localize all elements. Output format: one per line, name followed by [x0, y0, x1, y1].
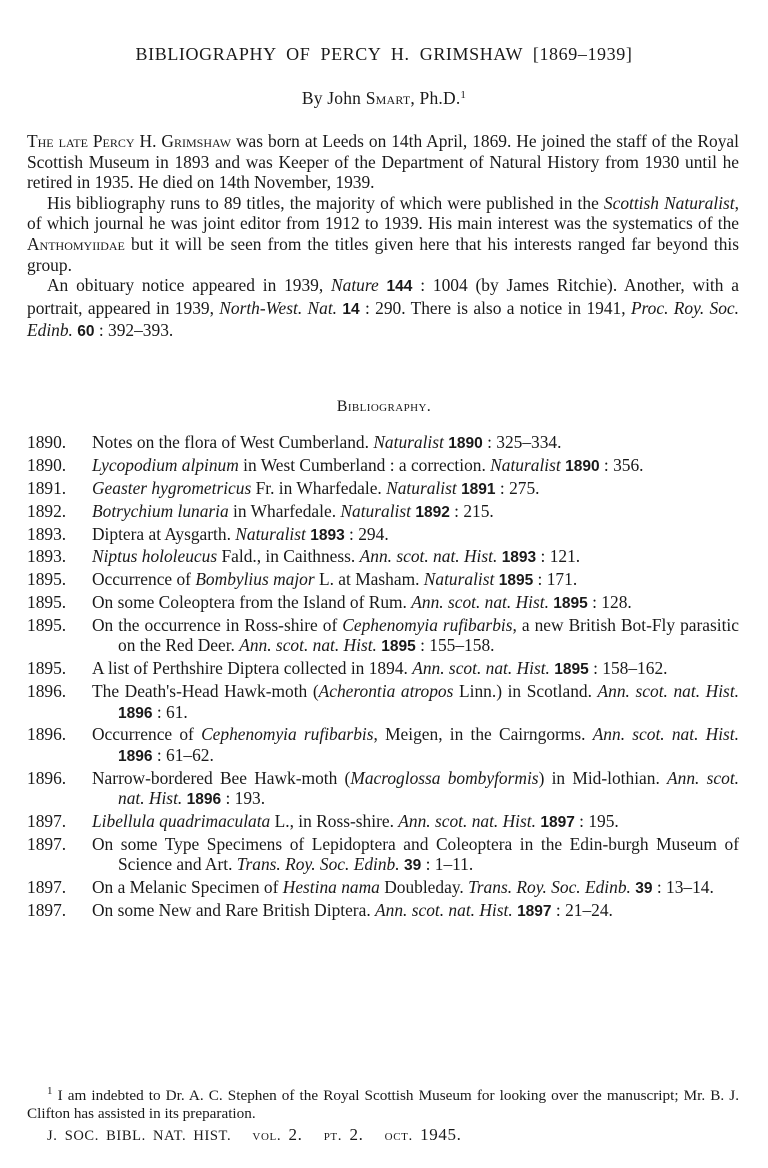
intro-p3-text-d: : 392–393. — [94, 320, 174, 341]
entry-year: 1897. — [27, 876, 67, 897]
entry-citation — [92, 768, 739, 811]
entry-citation — [92, 681, 739, 724]
entry-year: 1897. — [27, 810, 67, 831]
entry-volume: 39 — [635, 879, 653, 897]
intro-paragraph-1 — [27, 131, 739, 193]
entry-citation — [92, 592, 739, 614]
intro-p3-text-c: : 290. There is also a notice in 1941, — [359, 297, 631, 318]
footnote — [27, 1083, 739, 1122]
bibliography-entry — [27, 592, 739, 614]
entry-pages: : 155–158. — [415, 635, 495, 656]
footnote-reference[interactable]: 1 — [460, 89, 467, 101]
article-title: BIBLIOGRAPHY OF PERCY H. GRIMSHAW [1869–1939] — [135, 44, 633, 64]
author-byline — [0, 88, 768, 109]
bibliography-entry — [27, 724, 739, 767]
entry-citation — [92, 615, 739, 658]
entry-year: 1895. — [27, 615, 67, 636]
taxon-family: Anthomyiidae — [27, 233, 125, 254]
entry-pages: : 121. — [536, 546, 581, 567]
entry-title-text: , Meigen, in the Cairngorms. — [373, 724, 593, 745]
entry-journal: Trans. Roy. Soc. Edinb. — [468, 876, 631, 897]
entry-taxon-name: Geaster hygrometricus — [92, 477, 252, 498]
entry-title-text: On some Coleoptera from the Island of Rum. — [92, 592, 412, 613]
entry-volume: 1895 — [554, 661, 589, 679]
entry-year: 1892. — [27, 500, 67, 521]
entry-year: 1891. — [27, 477, 67, 498]
bibliography-entry — [27, 524, 739, 546]
entry-volume: 1890 — [565, 457, 600, 475]
bibliography-entry — [27, 546, 739, 568]
entry-journal: Ann. scot. nat. Hist. — [412, 658, 550, 679]
entry-volume: 1893 — [310, 526, 345, 544]
entry-taxon-name: Hestina nama — [282, 876, 380, 897]
entry-year: 1895. — [27, 592, 67, 613]
entry-pages: : 356. — [599, 454, 644, 475]
entry-taxon-name: Cephenomyia rufibarbis — [342, 615, 513, 636]
entry-citation — [92, 900, 739, 922]
volume-number: 60 — [77, 323, 95, 341]
entry-volume: 1890 — [448, 435, 483, 452]
footer-part-number: 2. — [349, 1125, 364, 1144]
entry-pages: : 275. — [495, 477, 540, 498]
entry-title-text: Occurrence of — [92, 724, 202, 745]
footnote-mark: 1 — [47, 1085, 53, 1097]
footer-month: oct. — [384, 1128, 413, 1144]
entry-volume: 1896 — [186, 790, 222, 808]
entry-journal: Naturalist — [235, 523, 306, 544]
entry-pages: : 128. — [587, 592, 632, 613]
entry-title-text: in Wharfedale. — [228, 500, 341, 521]
entry-journal: Ann. scot. nat. Hist. — [118, 767, 739, 808]
entry-journal: Ann. scot. nat. Hist. — [375, 899, 513, 920]
entry-title-text: On the occurrence in Ross-shire of — [92, 615, 343, 636]
entry-volume: 39 — [403, 856, 422, 874]
entry-title-text: L. at Masham. — [314, 569, 424, 590]
author-surname: Smart — [365, 88, 411, 108]
journal-name: Scottish Naturalist — [603, 192, 735, 213]
entry-journal: Naturalist — [386, 477, 457, 498]
footnote-text — [27, 1083, 739, 1122]
entry-journal: Trans. Roy. Soc. Edinb. — [236, 853, 400, 874]
intro-p2-text-b: , of which journal he was joint editor from 1912 to 1939. His main interest was the systematics of the — [27, 192, 739, 234]
entry-year: 1890. — [27, 432, 67, 452]
entry-volume: 1896 — [118, 704, 153, 722]
entry-volume: 1896 — [118, 747, 153, 765]
footer-volume-number: 2. — [288, 1125, 303, 1144]
entry-year: 1896. — [27, 681, 67, 702]
entry-pages: : 294. — [344, 523, 389, 544]
entry-year: 1895. — [27, 569, 67, 590]
entry-pages: : 61–62. — [152, 744, 214, 765]
journal-name: North-West. Nat. — [219, 297, 338, 318]
entry-journal: Ann. scot. nat. Hist. — [398, 810, 536, 831]
entry-title-text: Narrow-bordered Bee Hawk-moth ( — [92, 767, 351, 788]
running-footer — [47, 1125, 461, 1145]
entry-taxon-name: Niptus hololeucus — [92, 546, 218, 567]
footer-volume-label: vol. — [252, 1128, 282, 1144]
bibliography-entry — [27, 877, 739, 899]
bibliography-entry — [27, 569, 739, 591]
entry-citation — [92, 501, 739, 523]
entry-citation — [92, 524, 739, 546]
entry-taxon-name: Botrychium lunaria — [92, 500, 229, 521]
entry-pages: : 325–334. — [482, 432, 562, 452]
entry-year: 1895. — [27, 658, 67, 679]
entry-title-text: Doubleday. — [379, 876, 469, 897]
bibliography-entry — [27, 432, 739, 454]
bibliography-entry — [27, 900, 739, 922]
footer-part-label: pt. — [323, 1128, 343, 1144]
intro-p2-text-c: but it will be seen from the titles given here that his interests ranged far beyond this group. — [27, 233, 739, 275]
intro-paragraph-3 — [27, 275, 739, 343]
entry-journal: Ann. scot. nat. Hist. — [592, 724, 739, 745]
entry-title-text: Diptera at Aysgarth. — [92, 523, 236, 544]
entry-volume: 1897 — [540, 813, 575, 831]
intro-p3-text-b: : 1004 (by James Ritchie). Another, with a portrait, appeared in 1939, — [27, 275, 739, 318]
entry-title-text: Linn.) in Scotland. — [453, 681, 598, 702]
entry-taxon-name: Bombylius major — [195, 569, 315, 590]
bibliography-entry — [27, 658, 739, 680]
intro-p1-text: was born at Leeds on 14th April, 1869. He joined the staff of the Royal Scottish Museum in 1893 and was Keeper of the Department of Natural History from 1930 until he retired in 1935. He died on 14th November, 1939. — [27, 131, 739, 193]
entry-volume: 1893 — [501, 549, 537, 567]
entry-title-text: On a Melanic Specimen of — [92, 876, 283, 897]
entry-volume: 1897 — [517, 902, 552, 920]
footnote-body: I am indebted to Dr. A. C. Stephen of the Royal Scottish Museum for looking over the manuscript; Mr. B. J. Clifton has assisted in its preparation. — [27, 1087, 739, 1122]
intro-p3-text-a: An obituary notice appeared in 1939, — [47, 275, 332, 296]
footer-year: 1945. — [420, 1125, 462, 1144]
entry-journal: Naturalist — [340, 500, 411, 521]
entry-journal: Ann. scot. nat. Hist. — [359, 546, 498, 567]
entry-pages: : 171. — [533, 569, 578, 590]
intro-p2-text-a: His bibliography runs to 89 titles, the majority of which were published in the — [47, 192, 604, 213]
entry-title-text: Occurrence of — [92, 569, 196, 590]
bibliography-entry — [27, 811, 739, 833]
entry-title-text: L., in Ross-shire. — [270, 810, 399, 831]
entry-pages: : 1–11. — [421, 853, 474, 874]
intro-paragraph-2 — [27, 193, 739, 275]
entry-pages: : 158–162. — [588, 658, 668, 679]
entry-journal: Naturalist — [490, 454, 561, 475]
entry-volume: 1895 — [498, 572, 534, 590]
entry-journal: Ann. scot. nat. Hist. — [411, 592, 549, 613]
entry-taxon-name: Macroglossa bombyformis — [350, 767, 539, 788]
bibliography-entry — [27, 615, 739, 658]
entry-journal: Ann. scot. nat. Hist. — [239, 635, 377, 656]
journal-name: Nature — [331, 275, 379, 296]
entry-citation — [92, 478, 739, 500]
entry-citation — [92, 877, 739, 899]
entry-pages: : 195. — [574, 810, 619, 831]
entry-year: 1897. — [27, 899, 67, 920]
entry-year: 1890. — [27, 454, 67, 475]
entry-citation — [92, 432, 739, 454]
bibliography-entry — [27, 455, 739, 477]
entry-title-text: Fr. in Wharfedale. — [251, 477, 387, 498]
entry-citation — [92, 834, 739, 877]
entry-pages: : 193. — [221, 787, 266, 808]
entry-citation — [92, 455, 739, 477]
entry-title-text: The Death's-Head Hawk-moth ( — [92, 681, 319, 702]
entry-title-text: A list of Perthshire Diptera collected in 1894. — [92, 658, 413, 679]
volume-number: 14 — [342, 300, 360, 318]
entry-year: 1896. — [27, 724, 67, 745]
entry-journal: Naturalist — [373, 432, 444, 452]
entry-citation — [92, 546, 739, 568]
entry-journal: Ann. scot. nat. Hist. — [597, 681, 739, 702]
entry-title-text: , a new British Bot-Fly parasitic on the Red Deer. — [118, 615, 739, 656]
footer-date — [384, 1125, 462, 1144]
footer-journal: J. SOC. BIBL. NAT. HIST. — [47, 1128, 232, 1144]
entry-citation — [92, 658, 739, 680]
footer-volume — [252, 1125, 303, 1144]
entry-taxon-name: Lycopodium alpinum — [92, 454, 239, 475]
entry-pages: : 13–14. — [652, 876, 714, 897]
entry-pages: : 61. — [152, 701, 188, 722]
entry-title-text: Fald., in Caithness. — [217, 546, 360, 567]
bibliography-entry — [27, 768, 739, 811]
entry-title-text: ) in Mid-lothian. — [538, 767, 668, 788]
bibliography-entry — [27, 834, 739, 877]
entry-year: 1896. — [27, 767, 67, 788]
bibliography-entry — [27, 501, 739, 523]
entry-taxon-name: Libellula quadrimaculata — [92, 810, 271, 831]
entry-volume: 1895 — [381, 638, 416, 656]
entry-taxon-name: Cephenomyia rufibarbis — [201, 724, 374, 745]
entry-volume: 1895 — [553, 595, 588, 613]
entry-title-text: in West Cumberland : a correction. — [238, 454, 491, 475]
entry-citation — [92, 811, 739, 833]
entry-title-text: On some Type Specimens of Lepidoptera and Coleoptera in the Edin-burgh Museum of Science and Art. — [92, 833, 739, 874]
byline-prefix: By John — [301, 88, 366, 108]
entry-title-text: On some New and Rare British Diptera. — [92, 899, 376, 920]
section-heading-bibliography: Bibliography. — [336, 398, 432, 415]
entry-citation — [92, 724, 739, 767]
entry-pages: : 21–24. — [551, 899, 613, 920]
entry-year: 1893. — [27, 546, 67, 567]
entry-journal: Naturalist — [423, 569, 495, 590]
entry-pages: : 215. — [449, 500, 494, 521]
bibliography-list — [27, 432, 739, 923]
introduction — [27, 131, 739, 343]
entry-taxon-name: Acherontia atropos — [318, 681, 454, 702]
volume-number: 144 — [386, 278, 413, 296]
byline-suffix: , Ph.D. — [410, 88, 461, 108]
footer-part — [323, 1125, 364, 1144]
intro-lead-smallcaps: The late Percy H. Grimshaw — [27, 131, 232, 151]
entry-volume: 1892 — [415, 503, 450, 521]
entry-year: 1893. — [27, 523, 67, 544]
bibliography-entry — [27, 681, 739, 724]
entry-volume: 1891 — [461, 480, 496, 498]
entry-citation — [92, 569, 739, 591]
entry-year: 1897. — [27, 833, 67, 854]
entry-title-text: Notes on the flora of West Cumberland. — [92, 432, 374, 452]
journal-name: Proc. Roy. Soc. Edinb. — [27, 297, 739, 341]
bibliography-entry — [27, 478, 739, 500]
